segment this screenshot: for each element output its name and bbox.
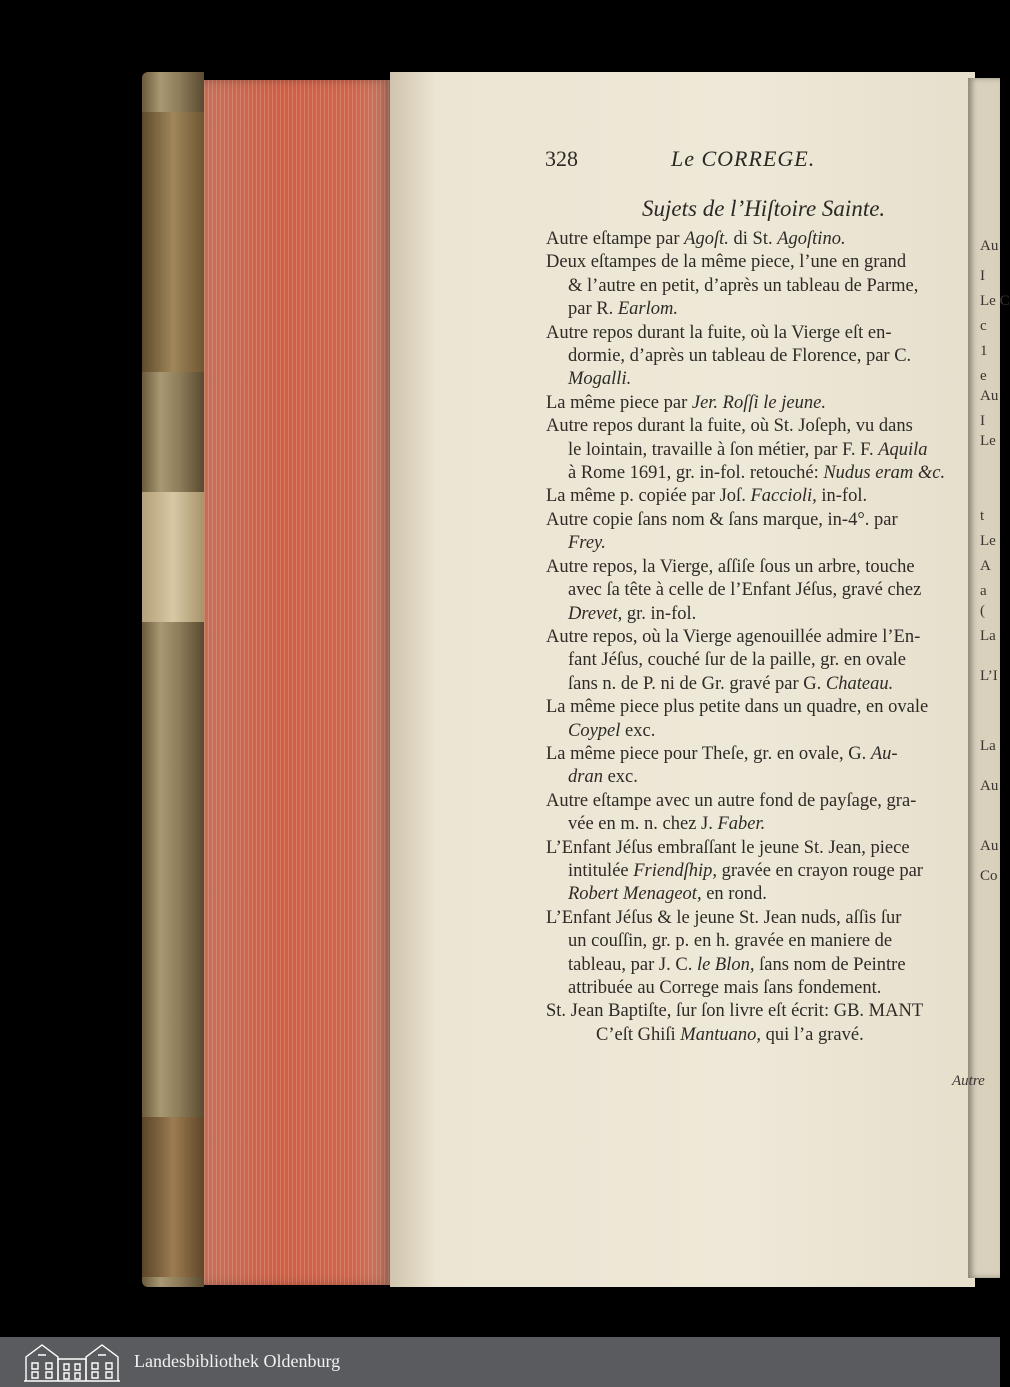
entry-line [546,766,966,789]
text-segment: La même piece pour Theſe, gr. en ovale, G. [546,743,871,764]
facing-page-fragment: I [980,413,985,429]
section-title: Sujets de l’Hiſtoire Sainte. [642,196,886,221]
italic-text: Drevet, [568,603,623,624]
entry-line [546,556,966,579]
text-segment: in-fol. [816,486,868,507]
entry-line [546,649,966,672]
text-segment: di St. [728,229,778,249]
catalogue-entry [546,485,966,508]
facing-page-fragment: La [980,628,996,644]
text-segment: exc. [602,767,638,788]
entry-line [546,907,966,930]
entry-line [546,579,966,602]
running-head: Le CORREGE. [671,146,816,171]
facing-page-fragment: Au [980,778,999,794]
text-segment: La même piece par [546,392,692,413]
italic-text: Jer. Roſſi le jeune. [691,392,826,413]
catalogue-entry [546,228,966,251]
facing-page-fragment: e [980,368,987,384]
italic-text: Mogalli. [568,369,632,390]
italic-text: Agoſt. [684,229,729,249]
facing-page-fragment: L’I [980,668,998,684]
text-segment: dormie, d’après un tableau de Florence, par C. [568,346,912,367]
catalogue-entry [546,415,966,485]
text-segment: avec ſa tête à celle de l’Enfant Jéſus, gravé chez [568,580,922,601]
catalogue-entries [546,228,966,1047]
text-segment: Deux eſtampes de la même piece, l’une en grand [546,252,907,273]
text-segment: par R. [568,299,618,320]
italic-text: Earlom. [617,299,678,320]
book-binding [142,72,204,1287]
italic-text: Robert Menageot, [568,884,702,905]
italic-text: le Blon, [696,954,755,975]
catalogue-entry [546,556,966,626]
entry-line [546,860,966,883]
entry-line [546,251,966,274]
entry-line [546,626,966,649]
text-segment: gravée en crayon rouge par [717,860,923,881]
facing-page-fragment: La [980,738,996,754]
text-segment: Autre eſtampe avec un autre fond de payſage, gra- [546,790,917,811]
catalogue-entry [546,907,966,1001]
text-segment: La même p. copiée par Joſ. [546,486,751,507]
entry-line [546,673,966,696]
italic-text: Chateau. [825,673,894,694]
binding-label-band [142,492,204,622]
facing-page-fragment: ( [980,603,985,619]
italic-text: Au- [870,743,898,764]
italic-text: Mantuano, [680,1024,761,1045]
catalogue-entry [546,392,966,415]
entry-line [546,790,966,813]
facing-page-fragment: Au [980,388,999,404]
catalogue-entry [546,251,966,321]
text-segment: Autre repos, la Vierge, aſſiſe ſous un arbre, touche [546,556,915,577]
text-segment: intitulée [568,860,634,881]
entry-line [546,1024,966,1047]
binding-leather-band [142,112,204,372]
text-segment: Autre repos durant la fuite, où la Vierge eſt en- [546,322,892,343]
text-segment: Autre repos, où la Vierge agenouillée admire l’En- [546,626,921,647]
page-header [545,146,945,180]
text-segment: Autre eſtampe par [546,229,685,249]
entry-line [546,228,966,251]
library-building-logo [22,1341,122,1383]
entry-line [546,509,966,532]
italic-text: dran [568,767,603,788]
text-segment: C’eſt Ghiſi [596,1024,681,1045]
catchword: Autre [952,1073,985,1089]
catalogue-entry [546,790,966,837]
page-number: 328 [545,146,578,171]
entry-line [546,532,966,555]
italic-text: Coypel [568,720,621,741]
text-segment: un couſſin, gr. p. en h. gravée en maniere de [568,931,893,952]
text-segment: exc. [620,720,656,741]
catalogue-entry [546,1000,966,1047]
entry-line [546,322,966,345]
entry-line [546,298,966,321]
entry-line [546,603,966,626]
entry-line [546,485,966,508]
entry-line [546,415,966,438]
catalogue-entry [546,626,966,696]
italic-text: Frey. [568,533,606,554]
entry-line [546,275,966,298]
facing-page-fragment: a [980,583,987,599]
text-segment: gr. in-fol. [622,603,697,624]
text-segment: ſans nom de Peintre [754,954,906,975]
entry-line [546,439,966,462]
text-segment: qui l’a gravé. [760,1024,864,1045]
entry-line [546,720,966,743]
italic-text: Nudus eram &c. [823,463,946,484]
text-segment: Autre copie ſans nom & ſans marque, in-4°. par [546,509,898,530]
catalogue-entry [546,696,966,743]
text-segment: en rond. [701,884,767,905]
facing-page-fragment: 1 [980,343,988,359]
entry-line [546,1000,966,1023]
facing-page-fragment: t [980,508,985,524]
facing-page-fragment: A [980,558,991,574]
text-segment: Autre repos durant la fuite, où St. Joſeph, vu dans [546,416,913,437]
text-segment: L’Enfant Jéſus & le jeune St. Jean nuds, aſſis ſur [546,907,902,928]
text-segment: attribuée au Correge mais ſans fondement. [568,978,882,998]
entry-line [546,696,966,719]
facing-page-fragment: Au [980,838,999,854]
italic-text: Faccioli, [750,486,817,507]
page-edges-red [204,80,390,1285]
entry-line [546,743,966,766]
italic-text: Faber. [717,814,766,835]
facing-page-fragment: Le C [980,293,1010,309]
entry-line [546,813,966,836]
text-segment: fant Jéſus, couché ſur de la paille, gr. en ovale [568,650,907,671]
entry-line [546,345,966,368]
entry-line [546,368,966,391]
entry-line [546,883,966,906]
entry-line [546,977,966,1000]
italic-text: Friendſhip, [633,860,718,881]
text-segment: tableau, par J. C. [568,954,697,975]
catalogue-entry [546,509,966,556]
italic-text: Aquila [878,439,928,460]
entry-line [546,837,966,860]
entry-line [546,930,966,953]
italic-text: Agoſtino. [777,229,846,249]
text-segment: à Rome 1691, gr. in-fol. retouché: [568,463,824,484]
footer-bar [0,1337,1000,1387]
text-segment: St. Jean Baptiſte, ſur ſon livre eſt écrit: GB. MANT [546,1001,924,1022]
text-segment: vée en m. n. chez J. [568,814,718,835]
text-segment: ſans n. de P. ni de Gr. gravé par G. [568,673,826,694]
facing-page-fragment: I [980,268,985,284]
catalogue-entry [546,322,966,392]
text-segment: & l’autre en petit, d’après un tableau de Parme, [568,275,919,296]
facing-page-edge [968,78,1010,1278]
facing-page-fragment: Le [980,533,996,549]
entry-line [546,392,966,415]
entry-line [546,462,966,485]
text-segment: La même piece plus petite dans un quadre, en ovale [546,697,929,718]
text-segment: le lointain, travaille à ſon métier, par F. F. [568,439,879,460]
text-segment: L’Enfant Jéſus embraſſant le jeune St. Jean, piece [546,837,910,858]
facing-page-fragment: c [980,318,987,334]
catalogue-entry [546,743,966,790]
entry-line [546,954,966,977]
facing-page-fragment: Co [980,868,998,884]
facing-page-fragment: Au [980,238,999,254]
facing-page-fragment: Le [980,433,996,449]
catalogue-entry [546,837,966,907]
library-name: Landesbibliothek Oldenburg [134,1351,341,1371]
binding-leather-band [142,1117,204,1277]
